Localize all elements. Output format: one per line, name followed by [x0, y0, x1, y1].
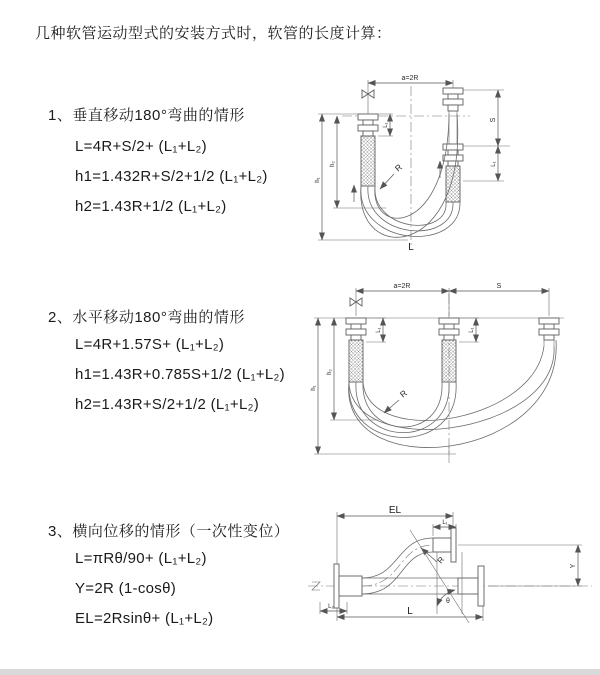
- hose-curve: [361, 114, 460, 237]
- hose-curve: [362, 538, 433, 594]
- formula-line: Y=2R (1-cosθ): [75, 580, 177, 597]
- extension-line: [463, 90, 510, 181]
- dim-label-l2: L₂: [328, 604, 334, 610]
- hose-fitting-middle: [439, 318, 459, 340]
- radius-leader: [384, 400, 399, 413]
- dim-label-s: S: [490, 117, 497, 123]
- section-1-heading: 1、垂直移动180°弯曲的情形: [48, 107, 245, 124]
- radius-label: R: [397, 387, 409, 400]
- diagram-horizontal-180-bend: [306, 278, 578, 468]
- hose-fitting-left: [358, 114, 378, 136]
- braided-hose-section: [361, 136, 375, 186]
- formula-line: h2=1.43R+1/2 (L₁+L₂): [75, 198, 227, 215]
- formula-line: h1=1.432R+S/2+1/2 (L₁+L₂): [75, 168, 268, 185]
- hose-fitting-right: [539, 318, 559, 340]
- dim-label-a2r: a=2R: [393, 283, 411, 290]
- pipe-stub-upper: [433, 538, 451, 552]
- dim-label-s: S: [496, 283, 502, 290]
- formula-line: L=4R+S/2+ (L₁+L₂): [75, 138, 207, 155]
- dim-label-l1-left: L₁: [376, 327, 382, 333]
- diagram-lateral-displacement: [300, 502, 598, 662]
- dim-label-a2r: a=2R: [401, 75, 419, 82]
- theta-label: θ: [446, 598, 450, 605]
- extension-line: [314, 420, 456, 454]
- scan-edge: [0, 669, 600, 675]
- flange-upper: [451, 528, 456, 562]
- diagram-vertical-180-bend: [308, 68, 560, 253]
- radius-leader: [380, 174, 394, 189]
- pipe-line: [544, 340, 554, 346]
- hose-fitting-right-upper: [443, 88, 463, 111]
- hose-fitting-right-lower: [443, 144, 463, 166]
- length-label: L: [408, 242, 414, 253]
- dim-label-h1: h₁: [315, 177, 321, 183]
- dim-label-l1-right: L₁: [491, 161, 497, 167]
- pipe-stub-right: [458, 578, 478, 594]
- pipe-stub-left: [339, 576, 362, 596]
- dim-label-l1-middle: L₁: [469, 327, 475, 333]
- braided-hose-section: [446, 166, 460, 202]
- dim-label-el: EL: [388, 505, 402, 516]
- dim-label-l1-left: L₁: [383, 122, 389, 128]
- formula-line: h2=1.43R+S/2+1/2 (L₁+L₂): [75, 396, 260, 413]
- extension-line: [368, 80, 453, 114]
- dim-label-h1: h₁: [311, 385, 317, 391]
- dim-label-h2: h₂: [327, 369, 333, 375]
- braided-hose-section: [442, 340, 456, 382]
- dim-label-y: Y: [570, 563, 577, 569]
- dim-label-l1: L₁: [442, 520, 448, 526]
- dim-label-l: L: [407, 606, 413, 617]
- flange-left: [334, 564, 339, 608]
- document-title: 几种软管运动型式的安装方式时，软管的长度计算：: [35, 25, 392, 42]
- formula-line: h1=1.43R+0.785S+1/2 (L₁+L₂): [75, 366, 285, 383]
- dim-label-h2: h₂: [330, 161, 336, 167]
- extension-line: [356, 288, 549, 316]
- section-2-heading: 2、水平移动180°弯曲的情形: [48, 309, 245, 326]
- radius-label: R: [392, 161, 404, 174]
- section-3-heading: 3、横向位移的情形（一次性变位）: [48, 523, 290, 540]
- radius-label: R: [435, 555, 447, 566]
- flange-right: [478, 566, 484, 606]
- hose-fitting-left: [346, 318, 366, 340]
- formula-line: L=πRθ/90+ (L₁+L₂): [75, 550, 207, 567]
- formula-line: EL=2Rsinθ+ (L₁+L₂): [75, 610, 214, 627]
- formula-line: L=4R+1.57S+ (L₁+L₂): [75, 336, 225, 353]
- braided-hose-section: [349, 340, 363, 382]
